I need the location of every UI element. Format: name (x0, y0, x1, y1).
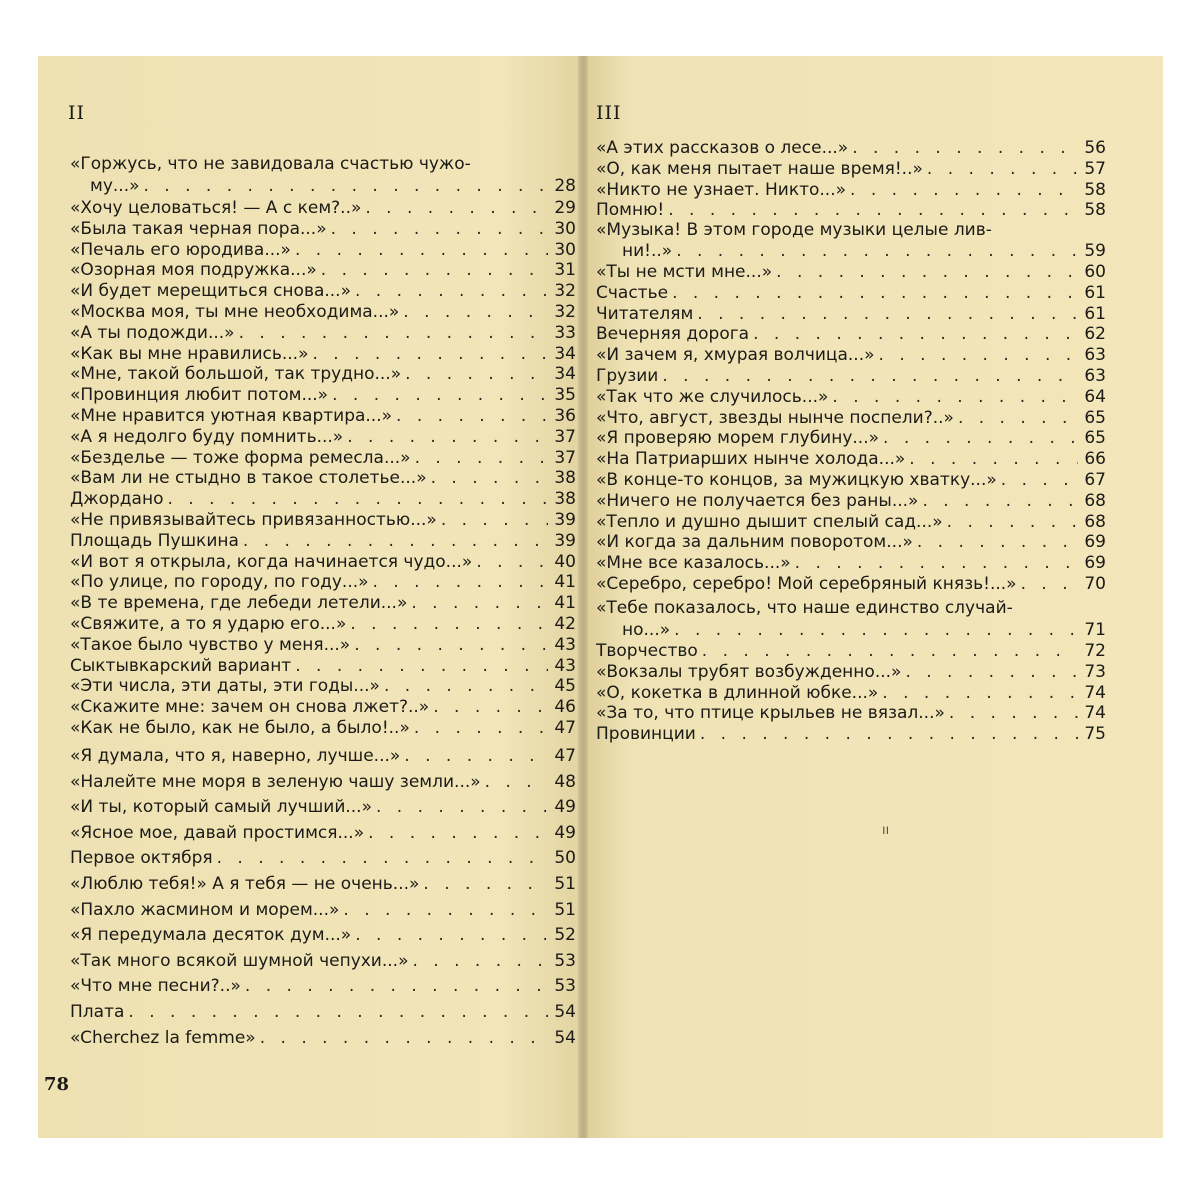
toc-entry-title: «Провинция любит потом...» (70, 385, 329, 406)
toc-entry (596, 641, 1106, 661)
toc-entry-title: «Так что же случилось...» (596, 386, 829, 407)
toc-entry-title: но...» (622, 620, 671, 640)
toc-entry-title: «Мне все казалось...» (596, 553, 791, 574)
toc-entry (70, 448, 576, 468)
leader-dots (485, 772, 548, 792)
toc-entry-page: 38 (554, 489, 576, 510)
toc-entry (70, 427, 576, 447)
leader-dots (347, 427, 548, 447)
toc-entry-page: 38 (554, 468, 576, 489)
leader-dots (376, 797, 548, 817)
leader-dots (403, 302, 548, 322)
toc-entry-page: 53 (554, 950, 576, 971)
toc-entry-page: 51 (554, 874, 576, 894)
leader-dots (883, 428, 1078, 448)
toc-entry-title: Творчество (596, 641, 698, 661)
toc-entry-page: 35 (554, 385, 576, 406)
toc-entry (596, 428, 1106, 448)
leader-dots (674, 620, 1078, 640)
toc-entry-title: «Никто не узнает. Никто...» (596, 179, 847, 200)
toc-entry-title: «Такое было чувство у меня...» (70, 634, 351, 655)
toc-entry-title: Первое октября (70, 848, 213, 869)
leader-dots (927, 159, 1078, 179)
toc-entry-title: «Москва моя, ты мне необходима...» (70, 302, 400, 322)
toc-entry-title: «И будет мерещиться снова...» (70, 281, 351, 302)
toc-entry (70, 874, 576, 894)
toc-entry-page: 49 (554, 822, 576, 843)
leader-dots (396, 406, 548, 426)
toc-entry-title: Площадь Пушкина (70, 530, 239, 551)
toc-entry-page: 42 (554, 614, 576, 634)
toc-entry-page: 69 (1084, 553, 1106, 574)
leader-dots (350, 614, 548, 634)
leader-dots (776, 262, 1078, 282)
toc-entry-page: 33 (554, 322, 576, 343)
toc-entry-title: ни!..» (622, 241, 673, 261)
leader-dots (415, 448, 548, 468)
toc-entry-title: «Свяжите, а то я ударю его...» (70, 614, 347, 634)
toc-entry (70, 552, 576, 572)
leader-dots (384, 676, 548, 696)
toc-entry (70, 976, 576, 996)
leader-dots (331, 219, 548, 239)
leader-dots (365, 198, 548, 218)
section-heading-left: II (68, 102, 86, 124)
toc-entry (70, 240, 576, 260)
leader-dots (260, 1028, 548, 1048)
leader-dots (239, 323, 548, 343)
toc-entry (70, 198, 576, 218)
leader-dots (753, 324, 1078, 344)
leader-dots (295, 240, 548, 260)
toc-entry-page: 66 (1084, 449, 1106, 470)
toc-entry-title: «По улице, по городу, по году...» (70, 572, 369, 593)
leader-dots (702, 641, 1078, 661)
toc-entry-title: «Безделье — тоже форма ремесла...» (70, 447, 411, 468)
toc-entry (70, 718, 576, 738)
toc-entry-page: 61 (1084, 282, 1106, 303)
toc-entry-page: 59 (1084, 241, 1106, 261)
toc-entry (70, 1002, 576, 1022)
leader-dots (332, 385, 548, 405)
toc-entry (596, 200, 1106, 220)
toc-entry-page: 68 (1084, 490, 1106, 511)
toc-entry (596, 262, 1106, 282)
toc-entry (70, 925, 576, 945)
toc-entry-page: 74 (1084, 682, 1106, 703)
toc-entry (596, 304, 1106, 324)
toc-entry-title: «И когда за дальним поворотом...» (596, 532, 913, 553)
toc-entry-title: «О, как меня пытает наше время!..» (596, 158, 923, 179)
toc-entry-page: 36 (554, 406, 576, 426)
toc-entry-title: Плата (70, 1002, 125, 1022)
toc-entry-page: 72 (1084, 641, 1106, 661)
leader-dots (1021, 574, 1078, 594)
leader-dots (167, 489, 548, 509)
toc-entry-first-line: «Музыка! В этом городе музыки целые лив- (596, 220, 992, 240)
toc-entry (596, 449, 1106, 469)
toc-entry-title: му...» (90, 176, 140, 196)
toc-entry (596, 512, 1106, 532)
toc-entry-title: «Не привязывайтесь привязанностью...» (70, 510, 437, 530)
toc-entry-page: 45 (554, 676, 576, 697)
toc-entry-page: 39 (554, 510, 576, 530)
toc-entry-page: 37 (554, 447, 576, 468)
toc-entry-title: «Ты не мсти мне...» (596, 262, 773, 282)
toc-entry-page: 69 (1084, 532, 1106, 553)
toc-entry-title: Счастье (596, 282, 669, 303)
leader-dots (949, 703, 1078, 723)
toc-entry (596, 408, 1106, 428)
toc-entry (596, 724, 1106, 744)
leader-dots (404, 746, 548, 766)
leader-dots (882, 683, 1078, 703)
toc-entry-title: «Печаль его юродива...» (70, 239, 291, 260)
leader-dots (697, 304, 1078, 324)
toc-entry-page: 30 (554, 239, 576, 260)
toc-entry (70, 951, 576, 971)
leader-dots (958, 408, 1078, 428)
toc-entry (596, 138, 1106, 158)
toc-entry-title: «Как не было, как не было, а было!..» (70, 718, 410, 738)
leader-dots (676, 241, 1078, 261)
toc-entry (596, 387, 1106, 407)
toc-entry-title: «И зачем я, хмурая волчица...» (596, 345, 875, 366)
toc-entry-page: 71 (1084, 620, 1106, 640)
leader-dots (414, 718, 548, 738)
toc-entry-page: 70 (1084, 574, 1106, 594)
leader-dots (128, 1002, 548, 1022)
toc-left (70, 150, 578, 1050)
toc-entry-page: 75 (1084, 724, 1106, 745)
toc-entry-page: 39 (554, 530, 576, 551)
leader-dots (431, 468, 548, 488)
leader-dots (905, 662, 1078, 682)
toc-entry-title: «Хочу целоваться! — А с кем?..» (70, 198, 362, 218)
toc-entry-title: «Я думала, что я, наверно, лучше...» (70, 746, 401, 766)
toc-entry-title: «Ясное мое, давай простимся...» (70, 822, 365, 843)
leader-dots (476, 552, 548, 572)
toc-entry (70, 697, 576, 717)
leader-dots (423, 874, 548, 894)
toc-entry-title: Джордано (70, 489, 164, 510)
toc-entry (70, 848, 576, 868)
toc-entry-page: 63 (1084, 345, 1106, 366)
toc-entry (596, 283, 1106, 303)
toc-entry-page: 62 (1084, 324, 1106, 345)
toc-entry (596, 324, 1106, 344)
toc-entry-title: «А я недолго буду помнить...» (70, 426, 344, 447)
toc-entry-page: 52 (554, 925, 576, 946)
toc-entry (596, 574, 1106, 594)
toc-entry (70, 385, 576, 405)
leader-dots (313, 344, 549, 364)
toc-entry-title: «За то, что птице крыльев не вязал...» (596, 703, 945, 724)
toc-entry (70, 593, 576, 613)
book-gutter (578, 56, 588, 1138)
toc-entry-page: 43 (554, 634, 576, 655)
toc-entry-page: 47 (554, 746, 576, 766)
toc-entry-title: «Люблю тебя!» А я тебя — не очень...» (70, 874, 420, 894)
toc-entry-page: 34 (554, 343, 576, 364)
toc-entry-title: Грузии (596, 366, 659, 386)
leader-dots (672, 283, 1078, 303)
toc-entry-page: 37 (554, 426, 576, 447)
toc-entry-page: 50 (554, 848, 576, 869)
toc-entry-title: «Cherchez la femme» (70, 1027, 256, 1048)
toc-entry (70, 572, 576, 592)
toc-entry-page: 58 (1084, 200, 1106, 221)
margin-mark: ıı (882, 823, 890, 838)
toc-entry-title: «А этих рассказов о лесе...» (596, 138, 849, 158)
toc-entry (596, 180, 1106, 200)
toc-entry (596, 683, 1106, 703)
toc-entry-page: 41 (554, 572, 576, 593)
toc-entry (70, 676, 576, 696)
toc-entry-title: «Мне, такой большой, так трудно...» (70, 364, 402, 385)
toc-entry (70, 823, 576, 843)
toc-entry-page: 57 (1084, 158, 1106, 179)
toc-entry-page: 43 (554, 655, 576, 676)
toc-entry-title: Помню! (596, 200, 665, 221)
toc-entry-title: «Скажите мне: зачем он снова лжет?..» (70, 697, 430, 718)
toc-entry-title: «В конце-то концов, за мужицкую хватку...» (596, 470, 997, 490)
toc-right (596, 134, 1108, 774)
toc-entry-page: 32 (554, 302, 576, 322)
section-heading-right: III (596, 102, 622, 124)
leader-dots (832, 387, 1078, 407)
toc-entry (70, 468, 576, 488)
toc-entry-title: «Что, август, звезды нынче поспели?..» (596, 407, 954, 428)
toc-entry-page: 65 (1084, 407, 1106, 428)
toc-entry-page: 60 (1084, 262, 1106, 282)
leader-dots (879, 345, 1078, 365)
toc-entry-page: 28 (554, 176, 576, 196)
leader-dots (850, 180, 1078, 200)
toc-entry-page: 46 (554, 697, 576, 718)
toc-entry-title: «О, кокетка в длинной юбке...» (596, 682, 879, 703)
toc-entry (70, 281, 576, 301)
leader-dots (373, 572, 548, 592)
toc-entry-title: «Вам ли не стыдно в такое столетье...» (70, 468, 427, 489)
toc-entry-page: 73 (1084, 661, 1106, 682)
toc-entry (70, 176, 576, 196)
toc-entry-page: 67 (1084, 470, 1106, 490)
toc-entry (70, 1028, 576, 1048)
toc-entry-title: «Вокзалы трубят возбужденно...» (596, 661, 902, 682)
toc-entry-title: «Я проверяю морем глубину...» (596, 428, 880, 449)
toc-entry-title: «Так много всякой шумной чепухи...» (70, 950, 409, 971)
toc-entry-page: 56 (1084, 138, 1106, 158)
toc-entry-page: 68 (1084, 511, 1106, 532)
toc-entry-title: «Озорная моя подружка...» (70, 260, 317, 281)
toc-entry-page: 29 (554, 198, 576, 218)
leader-dots (412, 951, 548, 971)
toc-entry (596, 620, 1106, 640)
toc-entry-title: «А ты подожди...» (70, 322, 235, 343)
toc-entry (70, 635, 576, 655)
toc-entry (70, 302, 576, 322)
toc-entry (70, 406, 576, 426)
toc-entry (70, 510, 576, 530)
toc-entry-page: 34 (554, 364, 576, 385)
toc-entry-title: «На Патриарших нынче холода...» (596, 449, 906, 470)
leader-dots (795, 553, 1078, 573)
toc-entry-title: «Ничего не получается без раны...» (596, 490, 919, 511)
toc-entry-page: 74 (1084, 703, 1106, 724)
toc-entry-title: «Эти числа, эти даты, эти годы...» (70, 676, 380, 697)
leader-dots (355, 281, 548, 301)
leader-dots (700, 724, 1078, 744)
toc-entry-title: «Пахло жасмином и морем...» (70, 899, 340, 920)
toc-entry (70, 900, 576, 920)
toc-entry-page: 49 (554, 797, 576, 818)
toc-entry-page: 40 (554, 551, 576, 572)
toc-entry-page: 53 (554, 976, 576, 997)
leader-dots (405, 364, 548, 384)
toc-entry (70, 746, 576, 766)
toc-entry (70, 364, 576, 384)
leader-dots (368, 823, 548, 843)
toc-entry-title: «Была такая черная пора...» (70, 218, 327, 239)
toc-entry-title: «В те времена, где лебеди летели...» (70, 593, 408, 614)
toc-entry (596, 662, 1106, 682)
toc-entry-page: 31 (554, 260, 576, 281)
leader-dots (668, 200, 1078, 220)
leader-dots (947, 512, 1078, 532)
toc-entry-title: «Как вы мне нравились...» (70, 343, 309, 364)
leader-dots (441, 510, 548, 530)
leader-dots (411, 593, 548, 613)
toc-entry-page: 54 (554, 1027, 576, 1048)
leader-dots (245, 976, 548, 996)
toc-entry-page: 47 (554, 718, 576, 738)
toc-entry (596, 532, 1106, 552)
leader-dots (355, 925, 548, 945)
toc-entry (596, 241, 1106, 261)
toc-entry (596, 366, 1106, 386)
toc-entry-title: «Серебро, серебро! Мой серебряный князь!...» (596, 574, 1017, 594)
toc-entry-title: Вечерняя дорога (596, 324, 750, 345)
toc-entry (70, 531, 576, 551)
leader-dots (217, 848, 548, 868)
leader-dots (144, 176, 549, 196)
toc-entry-title: «Налейте мне моря в зеленую чашу земли...» (70, 771, 481, 792)
leader-dots (243, 531, 548, 551)
leader-dots (433, 697, 548, 717)
page-number: 78 (44, 1074, 70, 1095)
leader-dots (909, 449, 1078, 469)
toc-entry (70, 656, 576, 676)
toc-entry-page: 32 (554, 281, 576, 302)
toc-entry-title: «Что мне песни?..» (70, 976, 241, 997)
toc-entry (70, 489, 576, 509)
toc-entry-page: 61 (1084, 303, 1106, 324)
toc-entry-page: 54 (554, 1002, 576, 1022)
toc-entry-first-line: «Тебе показалось, что наше единство случай- (596, 598, 1013, 618)
toc-entry-page: 30 (554, 218, 576, 239)
toc-entry-page: 41 (554, 593, 576, 614)
toc-entry (596, 470, 1106, 490)
toc-entry (70, 260, 576, 280)
toc-entry (70, 614, 576, 634)
leader-dots (321, 260, 548, 280)
toc-entry-title: «Я передумала десяток дум...» (70, 925, 352, 946)
toc-entry-page: 65 (1084, 428, 1106, 449)
toc-entry (596, 345, 1106, 365)
toc-entry-page: 63 (1084, 366, 1106, 386)
toc-entry (70, 344, 576, 364)
toc-entry-title: «Тепло и душно дышит спелый сад...» (596, 511, 943, 532)
toc-entry-first-line: «Горжусь, что не завидовала счастью чужо- (70, 154, 471, 174)
toc-entry (70, 772, 576, 792)
toc-entry-page: 48 (554, 771, 576, 792)
toc-entry (596, 159, 1106, 179)
leader-dots (852, 138, 1078, 158)
toc-entry (596, 553, 1106, 573)
toc-entry (70, 323, 576, 343)
leader-dots (917, 532, 1078, 552)
leader-dots (354, 635, 548, 655)
leader-dots (922, 491, 1078, 511)
leader-dots (662, 366, 1078, 386)
toc-entry (596, 703, 1106, 723)
toc-entry-title: «Мне нравится уютная квартира...» (70, 406, 393, 426)
toc-entry (70, 219, 576, 239)
toc-entry-title: «И ты, который самый лучший...» (70, 797, 372, 818)
toc-entry-title: Сыктывкарский вариант (70, 655, 292, 676)
toc-entry-page: 64 (1084, 386, 1106, 407)
toc-entry (596, 491, 1106, 511)
toc-entry-page: 51 (554, 899, 576, 920)
leader-dots (1001, 470, 1078, 490)
toc-entry (70, 797, 576, 817)
toc-entry-title: Провинции (596, 724, 696, 745)
toc-entry-title: Читателям (596, 303, 694, 324)
leader-dots (295, 656, 548, 676)
leader-dots (343, 900, 548, 920)
toc-entry-title: «И вот я открыла, когда начинается чудо...» (70, 551, 473, 572)
toc-entry-page: 58 (1084, 179, 1106, 200)
